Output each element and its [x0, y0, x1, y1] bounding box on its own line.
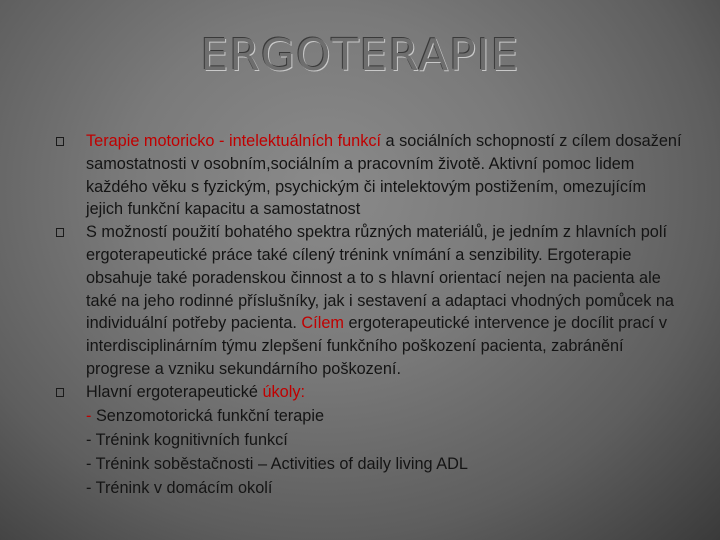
- sub-item: [86, 476, 686, 500]
- sub-item: [86, 452, 686, 476]
- sub-item-text: Trénink v domácím okolí: [91, 479, 273, 498]
- bullet-item-3: [56, 381, 686, 501]
- bullet-3-text: Hlavní ergoterapeutické: [86, 382, 263, 401]
- sub-item-dash: -: [86, 430, 92, 449]
- bullet-2-highlight: Cílem: [301, 314, 344, 333]
- slide-content: [56, 130, 686, 500]
- bullet-item-2: [56, 221, 686, 381]
- square-bullet-icon: [56, 228, 64, 237]
- bullet-1-text: a sociálních schopností z cílem dosažení samostatnosti v osobním,sociálním a pracovním životě. Aktivní pomoc lidem každého věku s fyzickým, psychickým či intelektovým postižením, omezujícím jejich funkční kapacitu a samostatnost: [86, 132, 682, 219]
- bullet-item-1: [56, 130, 686, 221]
- sub-item-text: Senzomotorická funkční terapie: [91, 406, 325, 425]
- sub-item-dash: -: [86, 454, 92, 473]
- sub-item: [86, 428, 686, 452]
- slide-title: ERGOTERAPIE: [200, 30, 520, 81]
- sub-item-text: Trénink soběstačnosti – Activities of daily living ADL: [91, 454, 468, 473]
- sub-item-dash: -: [86, 479, 92, 498]
- square-bullet-icon: [56, 388, 64, 397]
- bullet-2-text-after: ergoterapeutické intervence je docílit prací v interdisciplinárním týmu zlepšení funkčního poškození pacienta, zabránění progrese a vzniku sekundárního poškození.: [86, 314, 668, 378]
- sub-item-text: Trénink kognitivních funkcí: [91, 430, 288, 449]
- sub-item-dash: -: [86, 406, 92, 425]
- sub-item: [86, 404, 686, 428]
- bullet-3-highlight: úkoly:: [262, 382, 306, 401]
- bullet-1-highlight: Terapie motoricko - intelektuálních funkcí: [86, 132, 382, 150]
- square-bullet-icon: [56, 137, 64, 146]
- bullet-2-text-before: S možností použití bohatého spektra různých materiálů, je jedním z hlavních polí ergoterapeutické práce také cílený trénink vnímání a senzibility. Ergoterapie obsahuje také poradenskou činnost a to s hlavní orientací nejen na pacienta ale také na jeho rodinné příslušníky, jak i sestavení a adaptaci vhodných pomůcek na individuální potřeby pacienta.: [86, 223, 674, 333]
